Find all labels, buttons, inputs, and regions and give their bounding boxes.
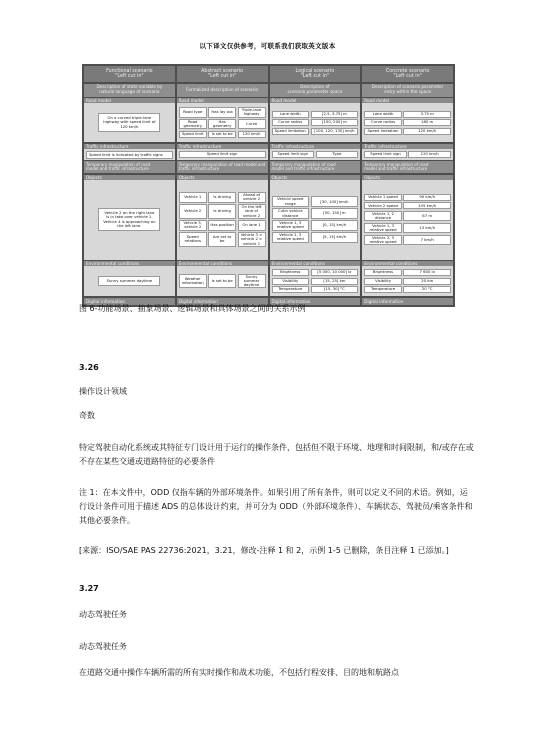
objects-cell: [0, 15] km/h (311, 220, 359, 230)
objects-body (84, 180, 175, 260)
objects-row (272, 232, 359, 242)
traffic-infrastructure-body (362, 149, 453, 160)
road-model-cell: 120 km/h (403, 128, 451, 135)
objects-cell: Cutin vehicle distance (272, 208, 310, 218)
traffic-infrastructure-body (177, 149, 268, 160)
traffic-infrastructure-body (270, 149, 361, 160)
temporary-manipulation-section (270, 161, 361, 173)
objects-row (179, 204, 266, 219)
objects-body (177, 180, 268, 260)
traffic-infrastructure-cell: Speed limit sign (179, 151, 266, 158)
road-model-row (272, 111, 359, 118)
objects-cell: [50, 150] m (311, 208, 359, 218)
objects-row (179, 192, 266, 202)
digital-information-section: Digital information (270, 298, 361, 305)
environmental-conditions-body (177, 266, 268, 296)
objects-section (270, 175, 361, 260)
traffic-infrastructure-row (272, 151, 359, 158)
objects-text: Vehicle 2 on the right lane is in take over vehicle 1. Vehicle 4 is approaching on the left lane. (98, 208, 160, 231)
environmental-conditions-section (270, 261, 361, 296)
objects-row (179, 220, 266, 230)
objects-cell: Vehicle 1, 2 distance (364, 211, 402, 221)
temporary-manipulation-section (362, 161, 453, 173)
column-description (177, 84, 268, 97)
environmental-conditions-cell: 20 km (403, 278, 451, 285)
figure-caption: 图 6-功能场景、抽象场景、逻辑场景和具体场景之间的关系示例 (79, 304, 306, 313)
traffic-infrastructure-section (84, 144, 175, 160)
road-model-cell: Triple-lane highway (238, 107, 266, 117)
traffic-infrastructure-title: Traffic infrastructure (84, 144, 175, 149)
traffic-infrastructure-section (177, 144, 268, 160)
environmental-conditions-cell: Sunny summer daytime (238, 274, 266, 289)
traffic-infrastructure-title: Traffic infrastructure (362, 144, 453, 149)
road-model-body (177, 103, 268, 142)
objects-row (272, 220, 359, 230)
objects-cell: Is driving (208, 192, 236, 202)
objects-cell: 13 km/h (403, 223, 451, 233)
environmental-conditions-section (177, 261, 268, 296)
objects-cell: 90 km/h (403, 194, 451, 201)
temporary-manipulation-line: model and traffic infrastructure (271, 166, 335, 171)
road-model-section (270, 98, 361, 142)
environmental-conditions-row (272, 278, 359, 285)
road-model-title: Road model (362, 98, 453, 103)
road-model-section (362, 98, 453, 142)
objects-row (272, 196, 359, 206)
objects-body (270, 180, 361, 260)
road-model-body (84, 103, 175, 142)
traffic-infrastructure-cell: Speed limit sign (364, 151, 407, 158)
traffic-infrastructure-cell: Speed limit sign (272, 151, 315, 158)
objects-cell: On the left lane of vehicle 2 (238, 204, 266, 219)
environmental-conditions-cell: 7 600 lx (403, 269, 451, 276)
term-3-27: 动态驾驶任务 (79, 610, 127, 619)
road-model-title: Road model (177, 98, 268, 103)
section-number-3-26: 3.26 (79, 363, 99, 372)
section-number-3-27: 3.27 (79, 584, 99, 593)
traffic-infrastructure-section (362, 144, 453, 160)
environmental-conditions-cell: Temperature (272, 286, 310, 293)
objects-cell: On lane 1 (238, 220, 266, 230)
environmental-conditions-section (362, 261, 453, 296)
objects-cell: Vehicle 1 speed (364, 194, 402, 201)
temporary-manipulation-line: Temporary manipulation of road model and (178, 161, 266, 167)
environmental-conditions-cell: [15, 30] °C (311, 286, 359, 293)
environmental-conditions-cell: Weather information (179, 274, 207, 289)
environmental-conditions-row (272, 269, 359, 276)
objects-cell: Vehicle 2, 3 relative speed (272, 232, 310, 242)
traffic-infrastructure-section (270, 144, 361, 160)
road-model-row (364, 119, 451, 126)
objects-row (179, 232, 266, 247)
road-model-cell: 120 km/h (238, 131, 266, 138)
environmental-conditions-title: Environmental conditions (270, 261, 361, 266)
objects-cell: Has position (208, 220, 236, 230)
column-description-line: scenario parameter space (287, 89, 343, 94)
column-header (177, 66, 268, 82)
objects-row (364, 194, 451, 201)
column-header (84, 66, 175, 82)
temporary-manipulation-section (177, 161, 268, 173)
road-model-cell: [100, 120, 130] km/h (311, 128, 359, 135)
environmental-conditions-cell: [15, 25] km (311, 278, 359, 285)
objects-cell: Vehicle 1 (179, 192, 207, 202)
traffic-infrastructure-cell: 120 km/h (408, 151, 451, 158)
environmental-conditions-row (364, 278, 451, 285)
temporary-manipulation-line: model and traffic infrastructure (86, 166, 149, 171)
environmental-conditions-title: Environmental conditions (177, 261, 268, 266)
environmental-conditions-cell: Brightness (364, 269, 402, 276)
environmental-conditions-row (364, 286, 451, 293)
temporary-manipulation-line: Temporary manipulation of road (271, 161, 336, 167)
traffic-infrastructure-text: Speed limit is indicated by traffic signs (86, 151, 173, 159)
environmental-conditions-body (84, 266, 175, 296)
road-model-text: On a curved triple-lane highway with speed limit of 120 km/h (98, 113, 160, 132)
road-model-row (272, 119, 359, 126)
road-model-cell: Curve radius (272, 119, 310, 126)
column-header (270, 66, 361, 82)
objects-section (84, 175, 175, 260)
objects-cell: Ahead of vehicle 2 (238, 192, 266, 202)
traffic-infrastructure-title: Traffic infrastructure (270, 144, 361, 149)
road-model-cell: Speed limit (179, 131, 207, 138)
column-description-line: Description of scenario parameter (371, 84, 444, 90)
translation-banner: 以下译文仅供参考，可联系我们获取英文版本 (199, 42, 336, 50)
objects-row (364, 223, 451, 233)
definition-3-27: 在道路交通中操作车辆所需的所有实时操作和战术功能，不包括行程安排、目的地和航路点 (79, 668, 399, 677)
column-description-line: Description of state variable by (96, 84, 163, 90)
road-model-cell: Lane width (364, 111, 402, 118)
objects-title: Objects (84, 175, 175, 180)
objects-cell: [30, 100] km/h (311, 196, 359, 206)
road-model-cell: Curve (238, 119, 266, 129)
digital-information-section: Digital information (84, 298, 175, 305)
objects-body (362, 180, 453, 260)
traffic-infrastructure-body (84, 149, 175, 161)
traffic-infrastructure-row (179, 151, 266, 158)
scenario-figure (82, 64, 455, 307)
objects-cell: 67 m (403, 211, 451, 221)
objects-cell: Vehicle 1, 3 relative speed (272, 220, 310, 230)
objects-row (272, 208, 359, 218)
road-model-cell: Road type (179, 107, 207, 117)
environmental-conditions-cell: Visibility (272, 278, 310, 285)
objects-cell: Is driving (208, 204, 236, 219)
environmental-conditions-title: Environmental conditions (84, 261, 175, 266)
scenario-column (84, 66, 175, 305)
environmental-conditions-section (84, 261, 175, 296)
traffic-infrastructure-cell: Type (316, 151, 359, 158)
road-model-cell: Speed limitation (364, 128, 402, 135)
road-model-body (362, 103, 453, 142)
objects-title: Objects (177, 175, 268, 180)
column-header-line: "Left cut in" (115, 74, 144, 79)
digital-information-section: Digital information (362, 298, 453, 305)
temporary-manipulation-line: model and traffic infrastructure (364, 166, 428, 171)
road-model-title: Road model (84, 98, 175, 103)
column-header-line: Logical scenario (295, 69, 335, 74)
road-model-title: Road model (270, 98, 361, 103)
column-description (84, 84, 175, 97)
road-model-cell: [150, 200] m (311, 119, 359, 126)
column-description-line: Formalized description of scenario (186, 86, 259, 92)
temporary-manipulation-line: Temporary manipulation of road (364, 161, 429, 167)
source-3-26: [来源：ISO/SAE PAS 22736:2021，3.21，修改-注释 1 和 2，示例 1-5 已删除，条目注释 1 已添加。] (79, 546, 449, 555)
objects-cell: Vehicle 3 > vehicle 2 > vehicle 1 (238, 232, 266, 247)
objects-section (177, 175, 268, 260)
objects-title: Objects (270, 175, 361, 180)
column-description-line: entry within the space (384, 89, 432, 94)
column-header (362, 66, 453, 82)
road-model-cell: Curve radius (364, 119, 402, 126)
objects-cell: Vehicle speed range (272, 196, 310, 206)
environmental-conditions-body (270, 266, 361, 296)
road-model-body (270, 103, 361, 142)
road-model-cell: Has lay out (208, 107, 236, 117)
objects-cell: Vehicle 2, 3 relative speed (364, 235, 402, 245)
road-model-cell: Speed limitation (272, 128, 310, 135)
objects-cell: Vehicle 2 (179, 204, 207, 219)
objects-row (364, 202, 451, 209)
temporary-manipulation-section (84, 161, 175, 173)
objects-row (364, 235, 451, 245)
objects-cell: Speed relations (179, 232, 207, 247)
column-header-line: "Left cut in" (207, 74, 237, 79)
road-model-row (364, 128, 451, 135)
road-model-row (364, 111, 451, 118)
objects-cell: [5, 15] km/h (311, 232, 359, 242)
road-model-cell: 180 m (403, 119, 451, 126)
column-description (270, 84, 361, 97)
temporary-manipulation-line: Temporary manipulation of road (86, 161, 151, 167)
environmental-conditions-text: Sunny summer daytime (98, 276, 160, 286)
column-description (362, 84, 453, 97)
column-header-line: Concrete scenario (385, 69, 430, 74)
road-model-section (177, 98, 268, 142)
term-3-26: 操作设计领域 (79, 387, 127, 396)
objects-cell: Vehicle 2 speed (364, 202, 402, 209)
road-model-section (84, 98, 175, 142)
road-model-cell: Lane width (272, 111, 310, 118)
definition-3-26: 特定驾驶自动化系统或其特征专门设计用于运行的操作条件，包括但不限于环境、地理和时间限制，和/或存在或不存在某些交通或道路特征的必要条件 (79, 443, 474, 466)
synonym-3-27: 动态驾驶任务 (79, 642, 127, 651)
environmental-conditions-cell: Temperature (364, 286, 402, 293)
traffic-infrastructure-row (364, 151, 451, 158)
objects-cell: Are set to be (208, 232, 236, 247)
scenario-column (270, 66, 361, 305)
column-description-line: Description of (300, 84, 330, 90)
temporary-manipulation-line: traffic infrastructure (178, 166, 220, 171)
objects-row (364, 211, 451, 221)
objects-title: Objects (362, 175, 453, 180)
synonym-3-26: 奇数 (79, 411, 95, 420)
objects-cell: Vehicle 3, vehicle 2 (179, 220, 207, 230)
road-model-row (272, 128, 359, 135)
environmental-conditions-cell: Is set to be (208, 274, 236, 289)
road-model-cell: [2.5, 3.75] m (311, 111, 359, 118)
road-model-cell: Road geometry (179, 119, 207, 129)
objects-cell: 105 km/h (403, 202, 451, 209)
scenario-column (177, 66, 268, 305)
column-header-line: Abstract scenario (201, 69, 244, 74)
environmental-conditions-row (272, 286, 359, 293)
environmental-conditions-row (179, 274, 266, 289)
environmental-conditions-cell: Brightness (272, 269, 310, 276)
column-description-line: natural language of scenario (99, 89, 160, 94)
road-model-row (179, 107, 266, 117)
road-model-row (179, 119, 266, 129)
environmental-conditions-cell: Visibility (364, 278, 402, 285)
column-header-line: "Left cut in" (300, 74, 330, 79)
traffic-infrastructure-title: Traffic infrastructure (177, 144, 268, 149)
objects-cell: Vehicle 1, 3 relative speed (364, 223, 402, 233)
scenario-column (362, 66, 453, 305)
digital-information-section: Digital information (177, 298, 268, 305)
road-model-cell: Is set to be (208, 131, 236, 138)
column-header-line: "Left cut in" (393, 74, 422, 79)
environmental-conditions-body (362, 266, 453, 296)
road-model-cell: 3.75 m (403, 111, 451, 118)
environmental-conditions-cell: 20 °C (403, 286, 451, 293)
objects-section (362, 175, 453, 260)
environmental-conditions-title: Environmental conditions (362, 261, 453, 266)
column-header-line: Functional scenario (106, 69, 153, 74)
environmental-conditions-cell: [5 000, 10 000] lx (311, 269, 359, 276)
note-3-26: 注 1：在本文件中，ODD 仅指车辆的外部环境条件。如果引用了所有条件，则可以定义不同的术语。例如，运行设计条件可用于描述 ADS 的总体设计约束，并可分为 ODD（外部环境条件）、车辆状态、驾驶员/乘客条件和其他必要条件。 (79, 488, 473, 525)
road-model-row (179, 131, 266, 138)
road-model-cell: Has geometry (208, 119, 236, 129)
objects-cell: 7 km/h (403, 235, 451, 245)
environmental-conditions-row (364, 269, 451, 276)
